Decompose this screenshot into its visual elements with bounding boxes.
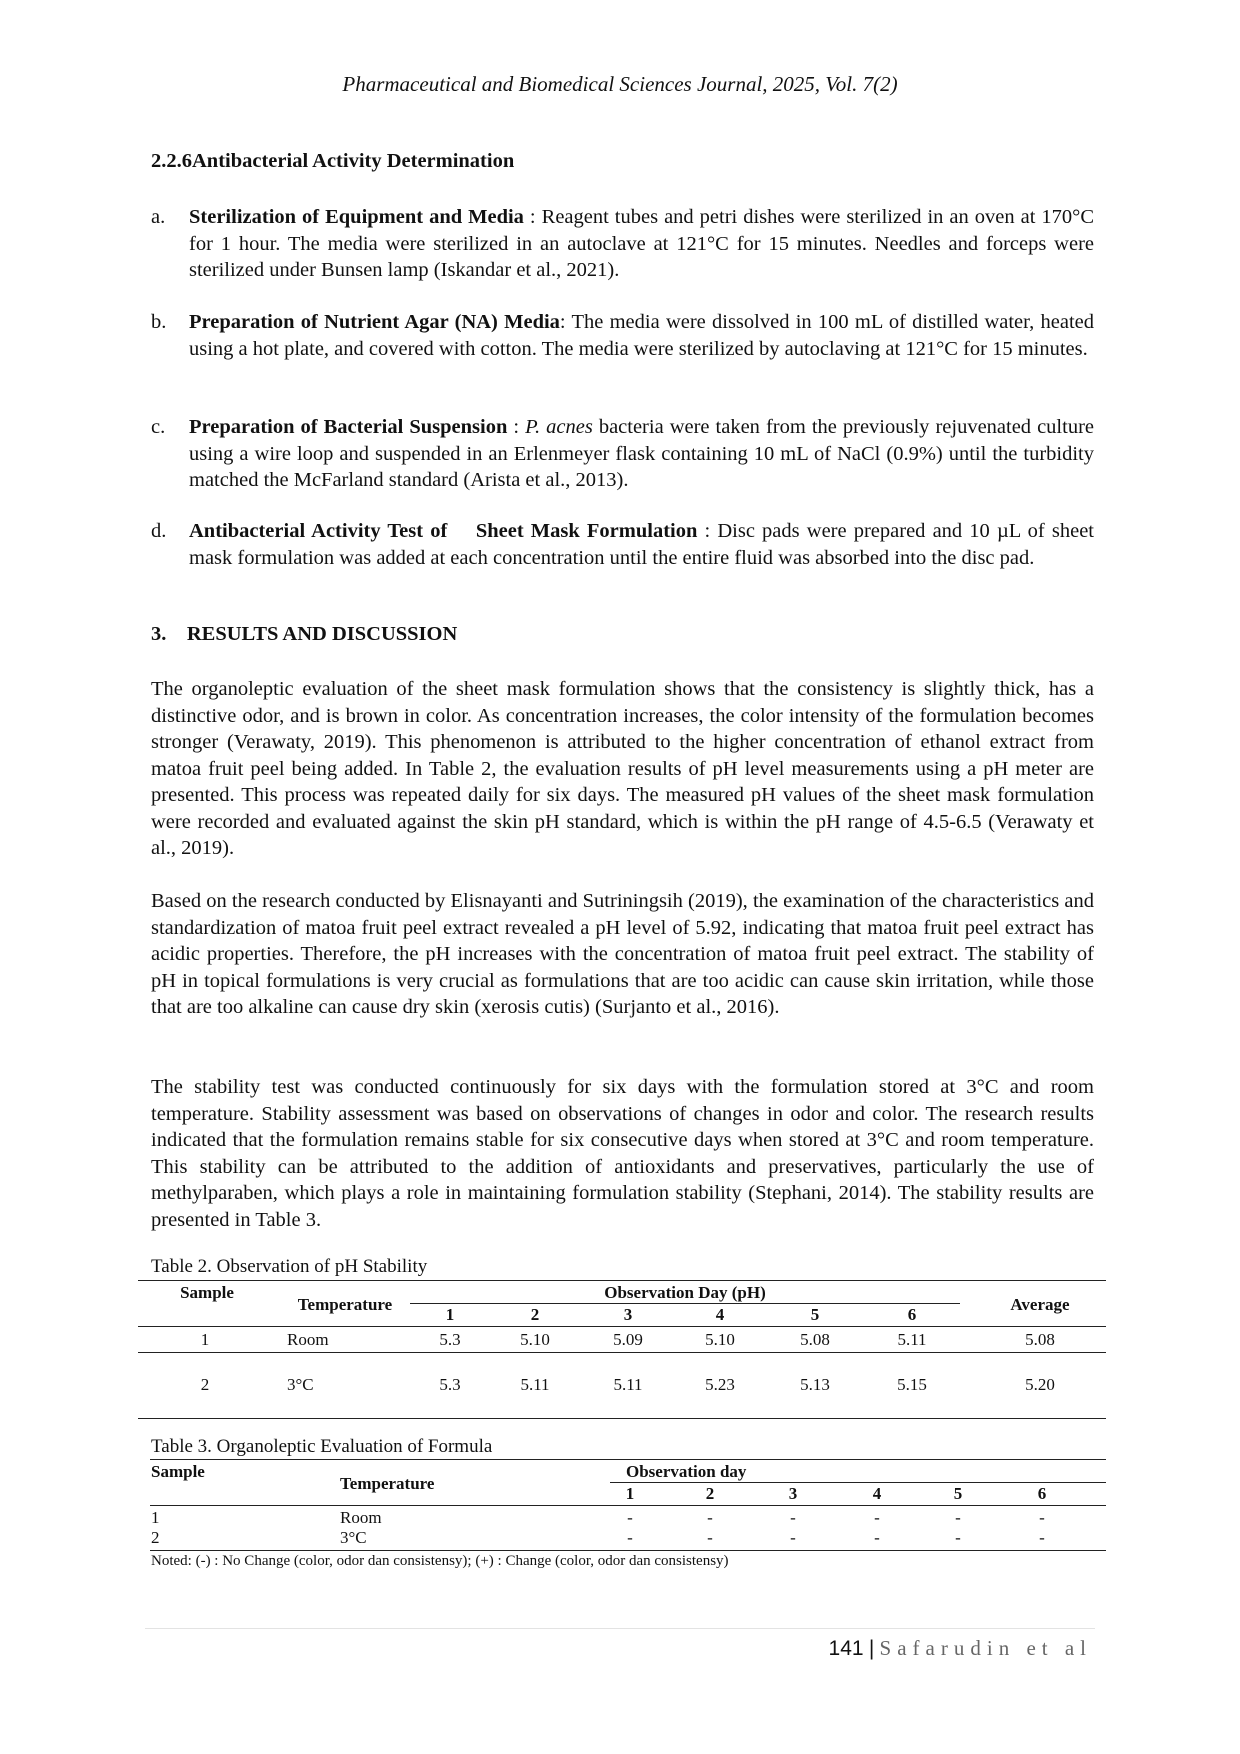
table3-cell-value: - [874, 1528, 880, 1547]
list-marker: b. [151, 311, 167, 333]
table2-cell-value: 5.10 [705, 1330, 735, 1349]
table2-cell-temperature: 3°C [287, 1375, 314, 1394]
list-item-title: Preparation of Nutrient Agar (NA) Media [189, 311, 560, 333]
table3-cell-value: - [874, 1508, 880, 1527]
table2-caption: Table 2. Observation of pH Stability [151, 1256, 428, 1277]
table3-cell-value: - [627, 1528, 633, 1547]
table3-header-day: 2 [705, 1484, 715, 1503]
paragraph-2: Based on the research conducted by Elisnayanti and Sutriningsih (2019), the examination of the characteristics and standardization of matoa fruit peel extract revealed a pH level of 5.92, indicating that matoa fruit peel extract has acidic properties. Therefore, the pH increases with the concentration of matoa fruit peel extract. The stability of pH in topical formulations is very crucial as formulations that are too acidic can cause skin irritation, while those that are too alkaline can cause dry skin (xerosis cutis) (Surjanto et al., 2016). [151, 890, 1094, 1018]
list-item-body [189, 414, 1094, 494]
footer-separator: | [868, 1637, 875, 1660]
list-item-separator: : [523, 206, 542, 228]
table3-header-day: 1 [625, 1484, 635, 1503]
table3-cell-sample: 1 [151, 1508, 160, 1527]
table2-cell-value: 5.11 [897, 1330, 927, 1349]
table2-cell-average: 5.20 [1025, 1375, 1055, 1394]
table2-cell-value: 5.10 [520, 1330, 550, 1349]
list-item-text: bacteria were taken from the previously rejuvenated culture using a wire loop and suspended in an Erlenmeyer flask containing 10 mL of NaCl (0.9%) until the turbidity matched the McFarland standard (Arista et al., 2013). [189, 416, 1094, 491]
table2-cell-value: 5.09 [613, 1330, 643, 1349]
table2-cell-value: 5.08 [800, 1330, 830, 1349]
table-rule [138, 1280, 1106, 1281]
page-number: 141 [828, 1637, 864, 1660]
table3-cell-value: - [1039, 1528, 1045, 1547]
paragraph-1: The organoleptic evaluation of the sheet mask formulation shows that the consistency is slightly thick, has a distinctive odor, and is brown in color. As concentration increases, the color intensity of the formulation becomes stronger (Verawaty, 2019). This phenomenon is attributed to the higher concentration of ethanol extract from matoa fruit peel being added. In Table 2, the evaluation results of pH level measurements using a pH meter are presented. This process was repeated daily for six days. The measured pH values of the sheet mask formulation were recorded and evaluated against the skin pH standard, which is within the pH range of 4.5-6.5 (Verawaty et al., 2019). [151, 678, 1094, 859]
list-marker: d. [151, 520, 167, 542]
table2-cell-temperature: Room [287, 1330, 329, 1349]
table-rule [610, 1482, 1106, 1483]
list-item-a [151, 204, 1094, 284]
list-item-separator: : [559, 311, 572, 333]
table3-header-day: 3 [788, 1484, 798, 1503]
paragraph-3: The stability test was conducted continuously for six days with the formulation stored at 3°C and room temperature. Stability assessment was based on observations of changes in odor and color. The research results indicated that the formulation remains stable for six consecutive days when stored at 3°C and room temperature. This stability can be attributed to the addition of antioxidants and preservatives, particularly the use of methylparaben, which plays a role in maintaining formulation stability (Stephani, 2014). The stability results are presented in Table 3. [151, 1076, 1094, 1231]
table3-cell-value: - [627, 1508, 633, 1527]
table2-header-group: Observation Day (pH) [604, 1283, 766, 1302]
table2-header-day: 3 [623, 1305, 633, 1324]
table-rule [138, 1326, 1106, 1327]
table3-header-temperature: Temperature [340, 1474, 435, 1493]
list-item-body [189, 309, 1094, 362]
table-rule [138, 1418, 1106, 1419]
page-footer [829, 1636, 1092, 1661]
table-rule [150, 1505, 1106, 1506]
table2-cell-sample: 1 [200, 1330, 210, 1349]
table3-cell-temperature: 3°C [340, 1528, 367, 1547]
list-item-title: Preparation of Bacterial Suspension [189, 416, 508, 438]
table3-header-day: 5 [953, 1484, 963, 1503]
table2-cell-value: 5.13 [800, 1375, 830, 1394]
table3-cell-value: - [790, 1528, 796, 1547]
table3-cell-value: - [707, 1508, 713, 1527]
list-item-title: Sterilization of Equipment and Media [189, 206, 524, 228]
table2-cell-average: 5.08 [1025, 1330, 1055, 1349]
table2-cell-sample: 2 [200, 1375, 210, 1394]
list-item-text: The media were dissolved in 100 mL of distilled water, heated using a hot plate, and covered with cotton. The media were sterilized by autoclaving at 121°C for 15 minutes. [189, 311, 1095, 360]
species-name: P. acnes [525, 416, 593, 438]
table3-header-day: 4 [872, 1484, 882, 1503]
table3-cell-sample: 2 [151, 1528, 160, 1547]
table3-cell-value: - [955, 1528, 961, 1547]
table2-header-day: 2 [530, 1305, 540, 1324]
footer-authors: Safarudin et al [879, 1636, 1092, 1660]
list-item-text: Reagent tubes and petri dishes were sterilized in an oven at 170°C for 1 hour. The media were sterilized in an autoclave at 121°C for 15 minutes. Needles and forceps were sterilized under Bunsen lamp (Iskandar et al., 2021). [189, 206, 1095, 281]
list-item-c [151, 414, 1094, 494]
table2-cell-value: 5.15 [897, 1375, 927, 1394]
table3-cell-value: - [790, 1508, 796, 1527]
list-item-separator: : [697, 520, 718, 542]
table2-header-day: 4 [715, 1305, 725, 1324]
list-item-separator: : [507, 416, 526, 438]
table3-cell-temperature: Room [340, 1508, 382, 1527]
table2-header-day: 5 [810, 1305, 820, 1324]
table3-caption: Table 3. Organoleptic Evaluation of Formula [151, 1436, 493, 1457]
list-item-body [189, 518, 1094, 571]
list-item-text: Disc pads were prepared and 10 µL of sheet mask formulation was added at each concentration until the entire fluid was absorbed into the disc pad. [189, 520, 1094, 569]
list-item-title: Antibacterial Activity Test of Sheet Mask Formulation [189, 520, 698, 542]
table3-header-sample: Sample [151, 1462, 205, 1481]
table-rule [150, 1550, 1106, 1551]
table2-cell-value: 5.23 [705, 1375, 735, 1394]
running-head: Pharmaceutical and Biomedical Sciences Journal, 2025, Vol. 7(2) [342, 72, 898, 96]
list-item-b [151, 309, 1094, 362]
table2-header-day: 1 [445, 1305, 455, 1324]
table2-header-day: 6 [907, 1305, 917, 1324]
table-rule [150, 1459, 1106, 1460]
table2-cell-value: 5.3 [439, 1375, 461, 1394]
list-item-body [189, 204, 1094, 284]
section-heading-results: 3. RESULTS AND DISCUSSION [151, 623, 458, 645]
table2-cell-value: 5.11 [613, 1375, 643, 1394]
list-item-d [151, 518, 1094, 571]
table3-cell-value: - [707, 1528, 713, 1547]
table2-header-sample: Sample [180, 1283, 234, 1302]
table2-header-average: Average [1010, 1295, 1070, 1314]
table3-header-group: Observation day [626, 1462, 747, 1481]
section-heading-226: 2.2.6Antibacterial Activity Determination [151, 150, 515, 172]
table3-cell-value: - [955, 1508, 961, 1527]
table2-cell-value: 5.3 [439, 1330, 461, 1349]
table-rule [138, 1352, 1106, 1353]
table2-cell-value: 5.11 [520, 1375, 550, 1394]
list-marker: a. [151, 206, 166, 228]
table3-cell-value: - [1039, 1508, 1045, 1527]
table2-header-temperature: Temperature [297, 1295, 393, 1314]
list-marker: c. [151, 416, 166, 438]
footer-rule [145, 1628, 1095, 1629]
table3-note: Noted: (-) : No Change (color, odor dan consistensy); (+) : Change (color, odor dan consistensy) [151, 1553, 729, 1569]
table3-header-day: 6 [1037, 1484, 1047, 1503]
table-rule [410, 1303, 960, 1304]
